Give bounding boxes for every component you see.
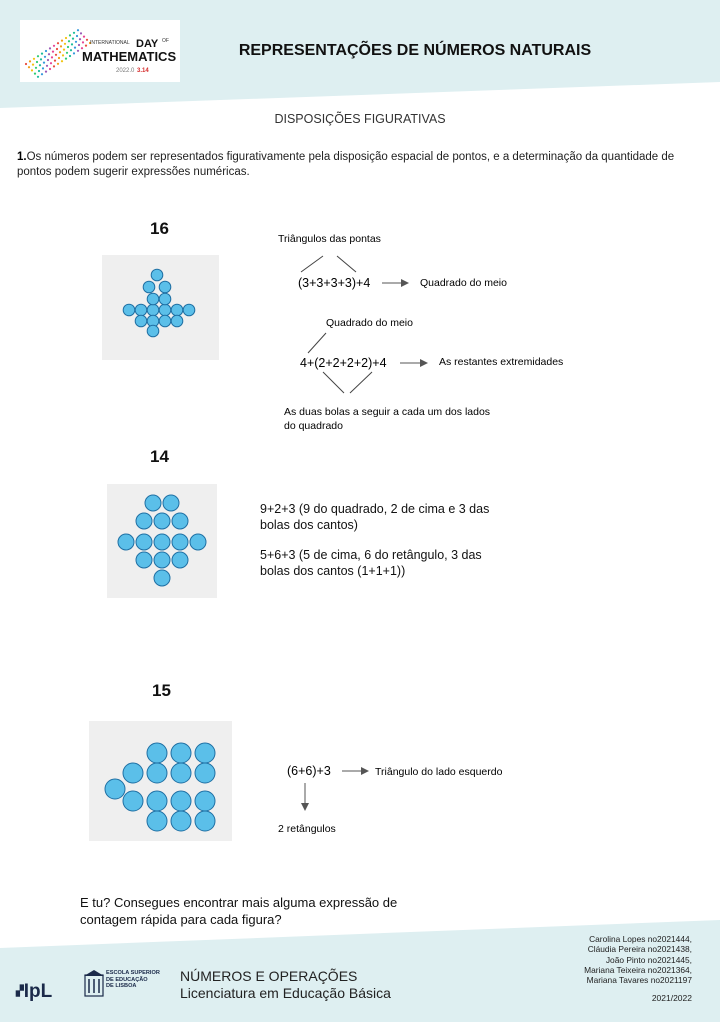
logo-dot bbox=[58, 57, 60, 59]
logo-dot bbox=[65, 37, 67, 39]
intro-paragraph bbox=[17, 150, 707, 180]
author-line: João Pinto no2021445, bbox=[605, 954, 692, 965]
logo-dot bbox=[56, 48, 58, 50]
dot bbox=[195, 811, 215, 831]
logo-dot bbox=[71, 43, 73, 45]
school-line: ESCOLA SUPERIOR bbox=[106, 970, 160, 976]
logo-dot bbox=[70, 49, 72, 51]
logo-dot bbox=[65, 58, 67, 60]
dot bbox=[154, 513, 170, 529]
logo-dot bbox=[35, 67, 37, 69]
dot bbox=[172, 513, 188, 529]
dot bbox=[159, 315, 171, 327]
dot bbox=[147, 293, 159, 305]
ipl-mark-icon: ▞ bbox=[16, 986, 24, 997]
bottom-label-line1: As duas bolas a seguir a cada um dos lados bbox=[284, 406, 491, 418]
logo-dot bbox=[57, 63, 59, 65]
figure3-down-label: 2 retângulos bbox=[278, 823, 336, 835]
figure1-dot-panel bbox=[102, 255, 219, 360]
logo-dot bbox=[61, 60, 63, 62]
school-line: DE LISBOA bbox=[106, 983, 137, 990]
logo-dot bbox=[73, 32, 75, 34]
logo-dot bbox=[41, 53, 43, 55]
figure1-expression-2: 4+(2+2+2+2)+4 bbox=[300, 356, 387, 370]
intro-number: 1. bbox=[17, 151, 27, 163]
logo-dot bbox=[77, 50, 79, 52]
dot bbox=[145, 495, 161, 511]
middle-square-label: Quadrado do meio bbox=[326, 317, 413, 329]
dot bbox=[171, 791, 191, 811]
dot bbox=[154, 552, 170, 568]
logo-dot bbox=[33, 58, 35, 60]
bottom-label-line2: do quadrado bbox=[284, 420, 343, 432]
logo-date-suffix: 3.14 bbox=[137, 68, 149, 74]
dot bbox=[135, 304, 147, 316]
dot bbox=[136, 552, 152, 568]
logo-dot bbox=[82, 41, 84, 43]
dot bbox=[195, 791, 215, 811]
school-name bbox=[106, 970, 168, 990]
logo-dot bbox=[41, 73, 43, 75]
dot bbox=[163, 495, 179, 511]
logo-dot bbox=[36, 61, 38, 63]
logo-day-text: DAY bbox=[136, 38, 159, 50]
dot bbox=[143, 281, 155, 293]
author-line: Mariana Tavares no2021197 bbox=[586, 975, 692, 986]
dot bbox=[105, 779, 125, 799]
figure3-dots bbox=[105, 743, 215, 831]
logo-dot bbox=[75, 41, 77, 43]
dot bbox=[147, 304, 159, 316]
figure2-expression-1: 9+2+3 (9 do quadrado, 2 de cima e 3 das bolas dos cantos) bbox=[260, 502, 490, 532]
logo-dot bbox=[44, 56, 46, 58]
logo-dot bbox=[67, 46, 69, 48]
dot bbox=[159, 304, 171, 316]
logo-dot bbox=[31, 69, 33, 71]
logo-dot bbox=[32, 64, 34, 66]
logo-dot bbox=[55, 54, 57, 56]
dot bbox=[171, 315, 183, 327]
closing-question: E tu? Consegues encontrar mais alguma expressão de contagem rápida para cada figura? bbox=[80, 895, 398, 927]
dot bbox=[195, 743, 215, 763]
logo-dot bbox=[49, 68, 51, 70]
logo-dot bbox=[28, 66, 30, 68]
figure3-expression-result: Triângulo do lado esquerdo bbox=[375, 766, 503, 778]
triangles-label: Triângulos das pontas bbox=[278, 233, 381, 245]
logo-dot bbox=[83, 36, 85, 38]
logo-dot bbox=[57, 42, 59, 44]
dot bbox=[118, 534, 134, 550]
logo-dot bbox=[39, 64, 41, 66]
dot bbox=[183, 304, 195, 316]
course-name: NÚMEROS E OPERAÇÕES bbox=[180, 968, 358, 984]
logo-dot bbox=[45, 71, 47, 73]
bottom-connector-left bbox=[323, 372, 344, 393]
logo-dot bbox=[63, 49, 65, 51]
figure1-expression-1: (3+3+3+3)+4 bbox=[298, 276, 371, 290]
dot bbox=[154, 570, 170, 586]
dot bbox=[147, 811, 167, 831]
dot bbox=[171, 811, 191, 831]
logo-dot bbox=[66, 52, 68, 54]
dot bbox=[159, 281, 171, 293]
page-title: REPRESENTAÇÕES DE NÚMEROS NATURAIS bbox=[238, 42, 592, 59]
logo-small-text: INTERNATIONAL bbox=[90, 40, 130, 46]
author-line: Cláudia Pereira no2021438, bbox=[587, 944, 692, 955]
logo-dot bbox=[52, 51, 54, 53]
logo-of-text: OF bbox=[162, 38, 169, 44]
figure2-expressions bbox=[260, 501, 490, 593]
logo-dot bbox=[45, 50, 47, 52]
dot bbox=[195, 763, 215, 783]
logo-dot bbox=[37, 76, 39, 78]
bottom-connector-right bbox=[350, 372, 372, 393]
dot bbox=[136, 513, 152, 529]
dot bbox=[171, 304, 183, 316]
logo-dot bbox=[47, 59, 49, 61]
logo-dot bbox=[69, 34, 71, 36]
logo-dot bbox=[42, 67, 44, 69]
figure2-dot-panel bbox=[107, 484, 217, 598]
course-info bbox=[180, 968, 480, 1002]
logo-date-prefix: 2022.0 bbox=[116, 68, 135, 74]
figure1-expression-1-result: Quadrado do meio bbox=[420, 277, 507, 289]
logo-dot bbox=[77, 29, 79, 31]
dot bbox=[172, 552, 188, 568]
dot bbox=[151, 269, 163, 281]
logo-dot bbox=[80, 32, 82, 34]
figure1-expressions bbox=[270, 225, 600, 435]
logo-dot bbox=[69, 55, 71, 57]
logo-dot bbox=[54, 60, 56, 62]
figure2-dots bbox=[118, 495, 206, 586]
logo-dot bbox=[85, 45, 87, 47]
logo-dot bbox=[29, 60, 31, 62]
figure3-count: 15 bbox=[152, 681, 171, 700]
figure2-expression-2: 5+6+3 (5 de cima, 6 do retângulo, 3 das bolas dos cantos (1+1+1)) bbox=[260, 548, 482, 578]
logo-dot bbox=[37, 55, 39, 57]
logo-dot bbox=[48, 53, 50, 55]
figure1-count: 16 bbox=[150, 219, 169, 238]
logo-dot bbox=[74, 47, 76, 49]
logo-dot bbox=[34, 73, 36, 75]
intro-text: Os números podem ser representados figurativamente pela disposição espacial de pontos, e a determinação da quantidade de pontos podem sugerir expressões numéricas. bbox=[17, 151, 675, 178]
logo-dot bbox=[53, 45, 55, 47]
dot bbox=[154, 534, 170, 550]
dot bbox=[135, 315, 147, 327]
triangles-connector-right bbox=[337, 256, 356, 272]
dot bbox=[147, 791, 167, 811]
course-degree: Licenciatura em Educação Básica bbox=[180, 985, 391, 1001]
dot bbox=[147, 743, 167, 763]
logo-dot bbox=[43, 62, 45, 64]
dot bbox=[147, 325, 159, 337]
dot bbox=[172, 534, 188, 550]
logo-dot bbox=[49, 47, 51, 49]
day-of-mathematics-logo bbox=[20, 20, 180, 82]
eselx-building-icon bbox=[84, 969, 104, 997]
author-line: Carolina Lopes no2021444, bbox=[589, 934, 692, 944]
logo-dot bbox=[51, 56, 53, 58]
logo-dot bbox=[62, 54, 64, 56]
logo-dot bbox=[78, 44, 80, 46]
logo-dot bbox=[25, 63, 27, 65]
dot bbox=[123, 763, 143, 783]
logo-dot bbox=[68, 40, 70, 42]
logo-dot bbox=[86, 39, 88, 41]
middle-square-connector bbox=[308, 333, 326, 353]
logo-dots-graphic bbox=[20, 20, 180, 82]
dot bbox=[171, 763, 191, 783]
ipl-logo bbox=[16, 981, 52, 1003]
logo-dot bbox=[46, 65, 48, 67]
triangles-connector-left bbox=[301, 256, 323, 272]
logo-dot bbox=[72, 38, 74, 40]
logo-dot bbox=[59, 51, 61, 53]
academic-year: 2021/2022 bbox=[651, 993, 692, 1003]
dot bbox=[171, 743, 191, 763]
logo-dot bbox=[64, 43, 66, 45]
logo-dot bbox=[50, 62, 52, 64]
logo-dot bbox=[60, 45, 62, 47]
logo-dot bbox=[61, 40, 63, 42]
dot bbox=[136, 534, 152, 550]
figure1-expression-2-result: As restantes extremidades bbox=[439, 356, 564, 368]
logo-dot bbox=[79, 38, 81, 40]
ipl-logo-text: IpL bbox=[23, 981, 53, 1002]
figure3-expression: (6+6)+3 bbox=[287, 764, 331, 778]
figure2-count: 14 bbox=[150, 447, 169, 466]
section-title: DISPOSIÇÕES FIGURATIVAS bbox=[274, 112, 446, 126]
figure1-dots bbox=[123, 269, 195, 337]
logo-dot bbox=[53, 65, 55, 67]
dot bbox=[123, 304, 135, 316]
dot bbox=[190, 534, 206, 550]
figure3-expressions bbox=[270, 755, 540, 840]
logo-dot bbox=[73, 52, 75, 54]
author-line: Mariana Teixeira no2021364, bbox=[584, 964, 692, 975]
logo-dot bbox=[40, 58, 42, 60]
dot bbox=[123, 791, 143, 811]
authors-list bbox=[520, 934, 692, 985]
logo-dot bbox=[76, 35, 78, 37]
school-line: DE EDUCAÇÃO bbox=[106, 976, 148, 983]
logo-main-text: MATHEMATICS bbox=[82, 49, 177, 64]
dot bbox=[147, 763, 167, 783]
dot bbox=[159, 293, 171, 305]
figure3-dot-panel bbox=[89, 721, 232, 841]
logo-dot bbox=[38, 70, 40, 72]
